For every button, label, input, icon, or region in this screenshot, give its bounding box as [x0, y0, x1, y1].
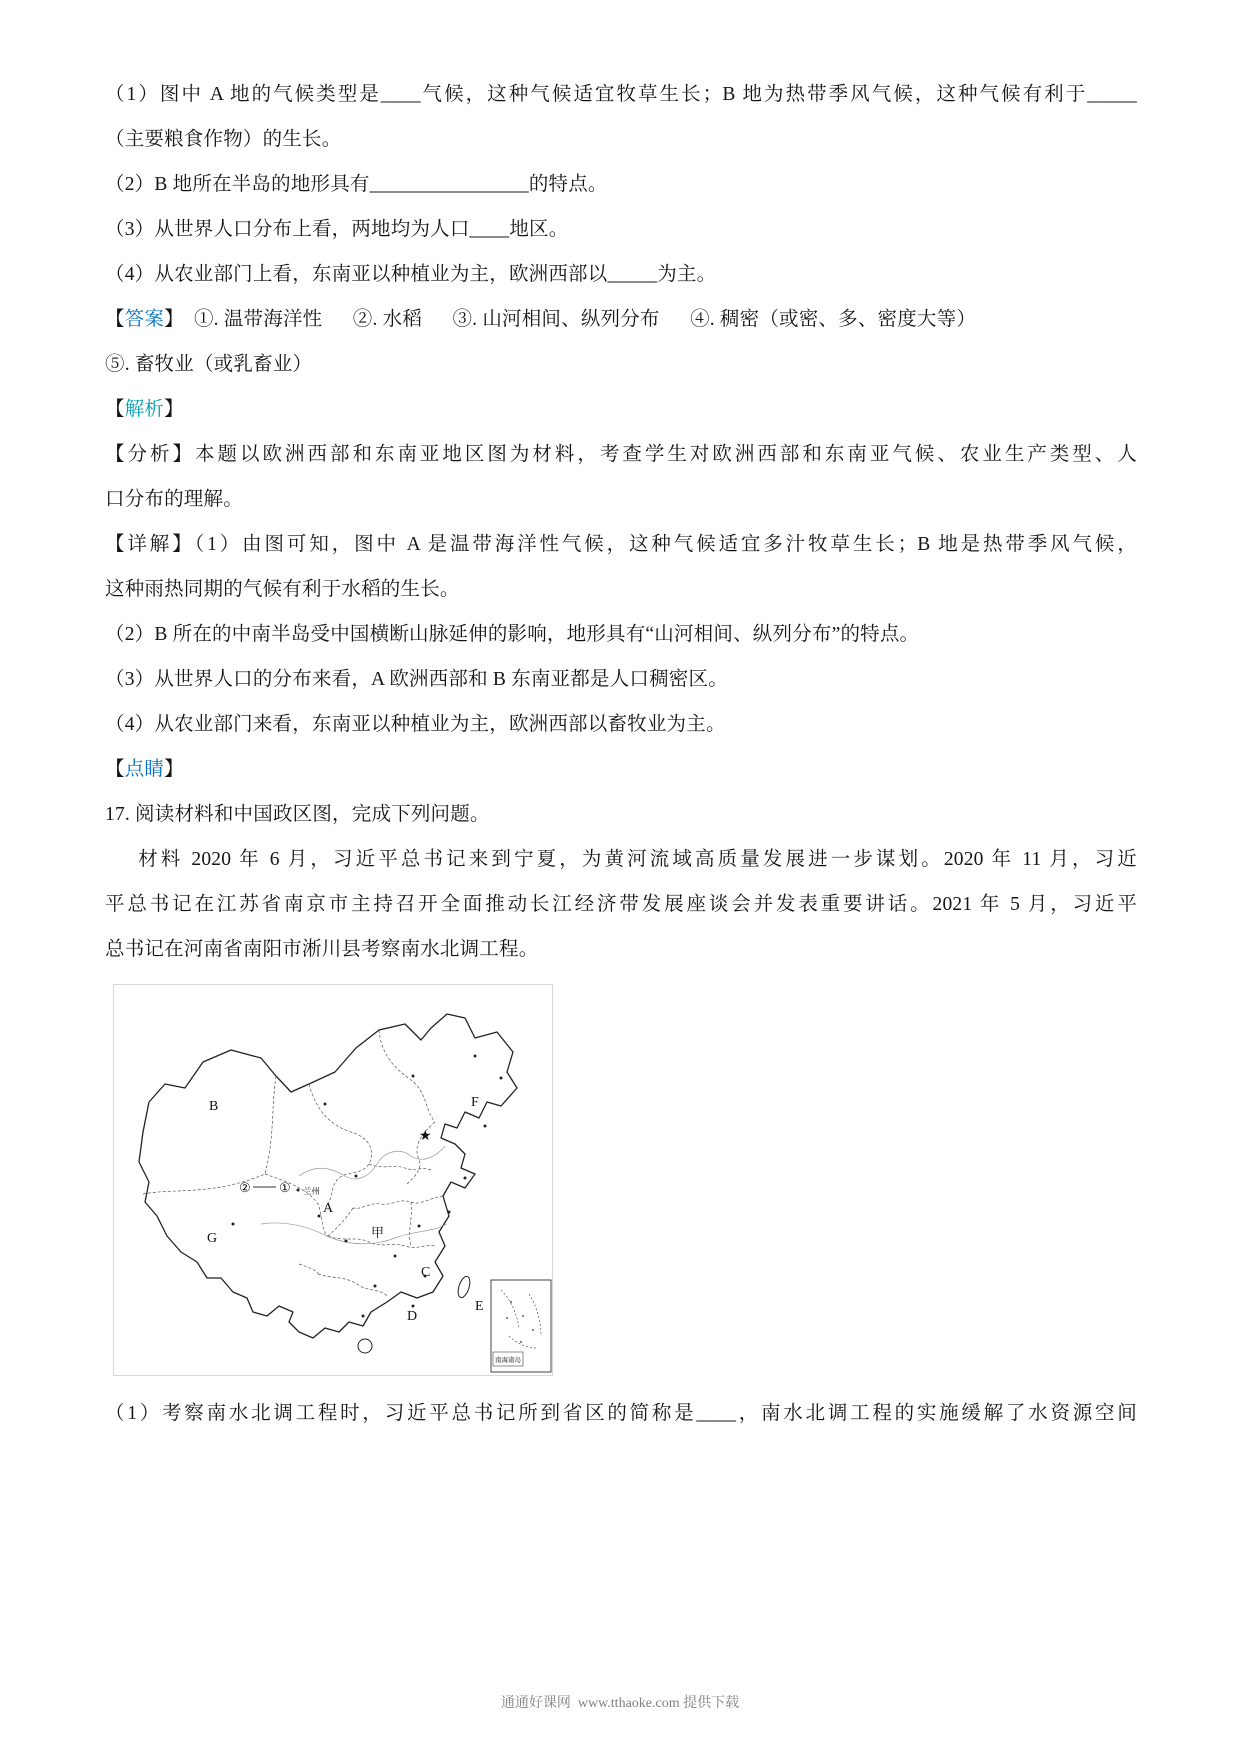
answer-line-1	[105, 297, 1137, 342]
label-jia: 甲	[371, 1225, 385, 1240]
beijing-star-icon: ★	[419, 1129, 432, 1144]
analysis-line2: 口分布的理解。	[105, 489, 243, 510]
label-D: D	[407, 1309, 418, 1324]
label-A: A	[323, 1201, 334, 1216]
south-china-sea-inset	[491, 1280, 551, 1372]
question17-stem: 17. 阅读材料和中国政区图，完成下列问题。	[105, 804, 490, 825]
analysis-line1: 【分析】本题以欧洲西部和东南亚地区图为材料，考查学生对欧洲西部和东南亚气候、农业生产类型、人	[105, 444, 1137, 465]
map-frame	[114, 985, 553, 1376]
detail-line4: （3）从世界人口的分布来看，A 欧洲西部和 B 东南亚都是人口稠密区。	[105, 669, 728, 690]
question17-material-line3: 总书记在河南省南阳市淅川县考察南水北调工程。	[105, 939, 539, 960]
label-C: C	[421, 1265, 431, 1280]
footer-text: 通通好课网 www.tthaoke.com 提供下载	[500, 1696, 740, 1711]
detail-line3: （2）B 所在的中南半岛受中国横断山脉延伸的影响，地形具有“山河相间、纵列分布”的特点。	[105, 624, 920, 645]
detail-line2: 这种雨热同期的气候有利于水稻的生长。	[105, 579, 460, 600]
question16-sub3: （3）从世界人口分布上看，两地均为人口____地区。	[105, 219, 569, 240]
label-circled-2: ②	[239, 1180, 251, 1195]
question17-material-line1: 材料 2020 年 6 月，习近平总书记来到宁夏，为黄河流域高质量发展进一步谋划。2020 年 11 月，习近	[138, 849, 1137, 870]
label-B: B	[209, 1099, 219, 1114]
label-lanzhou: 兰州	[303, 1186, 321, 1196]
document-content	[105, 72, 1137, 1436]
jiexi-label: 【解析】	[105, 399, 184, 420]
question16-sub4: （4）从农业部门上看，东南亚以种植业为主，欧洲西部以_____为主。	[105, 264, 717, 285]
jiexi-label-line	[105, 387, 1137, 432]
label-G: G	[207, 1231, 218, 1246]
question17-sub1: （1）考察南水北调工程时，习近平总书记所到省区的简称是____，南水北调工程的实施缓解了水资源空间	[105, 1403, 1137, 1424]
inset-label: 南海诸岛	[495, 1357, 521, 1364]
answer-label: 【答案】	[105, 309, 184, 330]
answer-items-2: ⑤. 畜牧业（或乳畜业）	[105, 354, 313, 375]
detail-line5: （4）从农业部门来看，东南亚以种植业为主，欧洲西部以畜牧业为主。	[105, 714, 726, 735]
label-F: F	[471, 1095, 479, 1110]
china-map-svg	[113, 984, 553, 1376]
question16-sub1-line2: （主要粮食作物）的生长。	[105, 129, 342, 150]
china-political-map-figure	[113, 984, 555, 1381]
dianjing-label: 【点睛】	[105, 759, 184, 780]
detail-line1: 【详解】（1）由图可知，图中 A 是温带海洋性气候，这种气候适宜多汁牧草生长；B 地是热带季风气候，	[105, 534, 1137, 555]
question16-sub1-line1: （1）图中 A 地的气候类型是____气候，这种气候适宜牧草生长；B 地为热带季风气候，这种气候有利于_____	[105, 84, 1137, 105]
question16-sub2: （2）B 地所在半岛的地形具有________________的特点。	[105, 174, 608, 195]
label-circled-1: ①	[279, 1180, 291, 1195]
answer-line-2	[105, 342, 1137, 387]
label-E: E	[475, 1299, 484, 1314]
answer-items-1: ①. 温带海洋性 ②. 水稻 ③. 山河相间、纵列分布 ④. 稠密（或密、多、密度大等）	[183, 309, 977, 330]
question17-material-line2: 平总书记在江苏省南京市主持召开全面推动长江经济带发展座谈会并发表重要讲话。2021 年 5 月，习近平	[105, 894, 1137, 915]
page-footer	[0, 1692, 1240, 1712]
dianjing-label-line	[105, 747, 1137, 792]
